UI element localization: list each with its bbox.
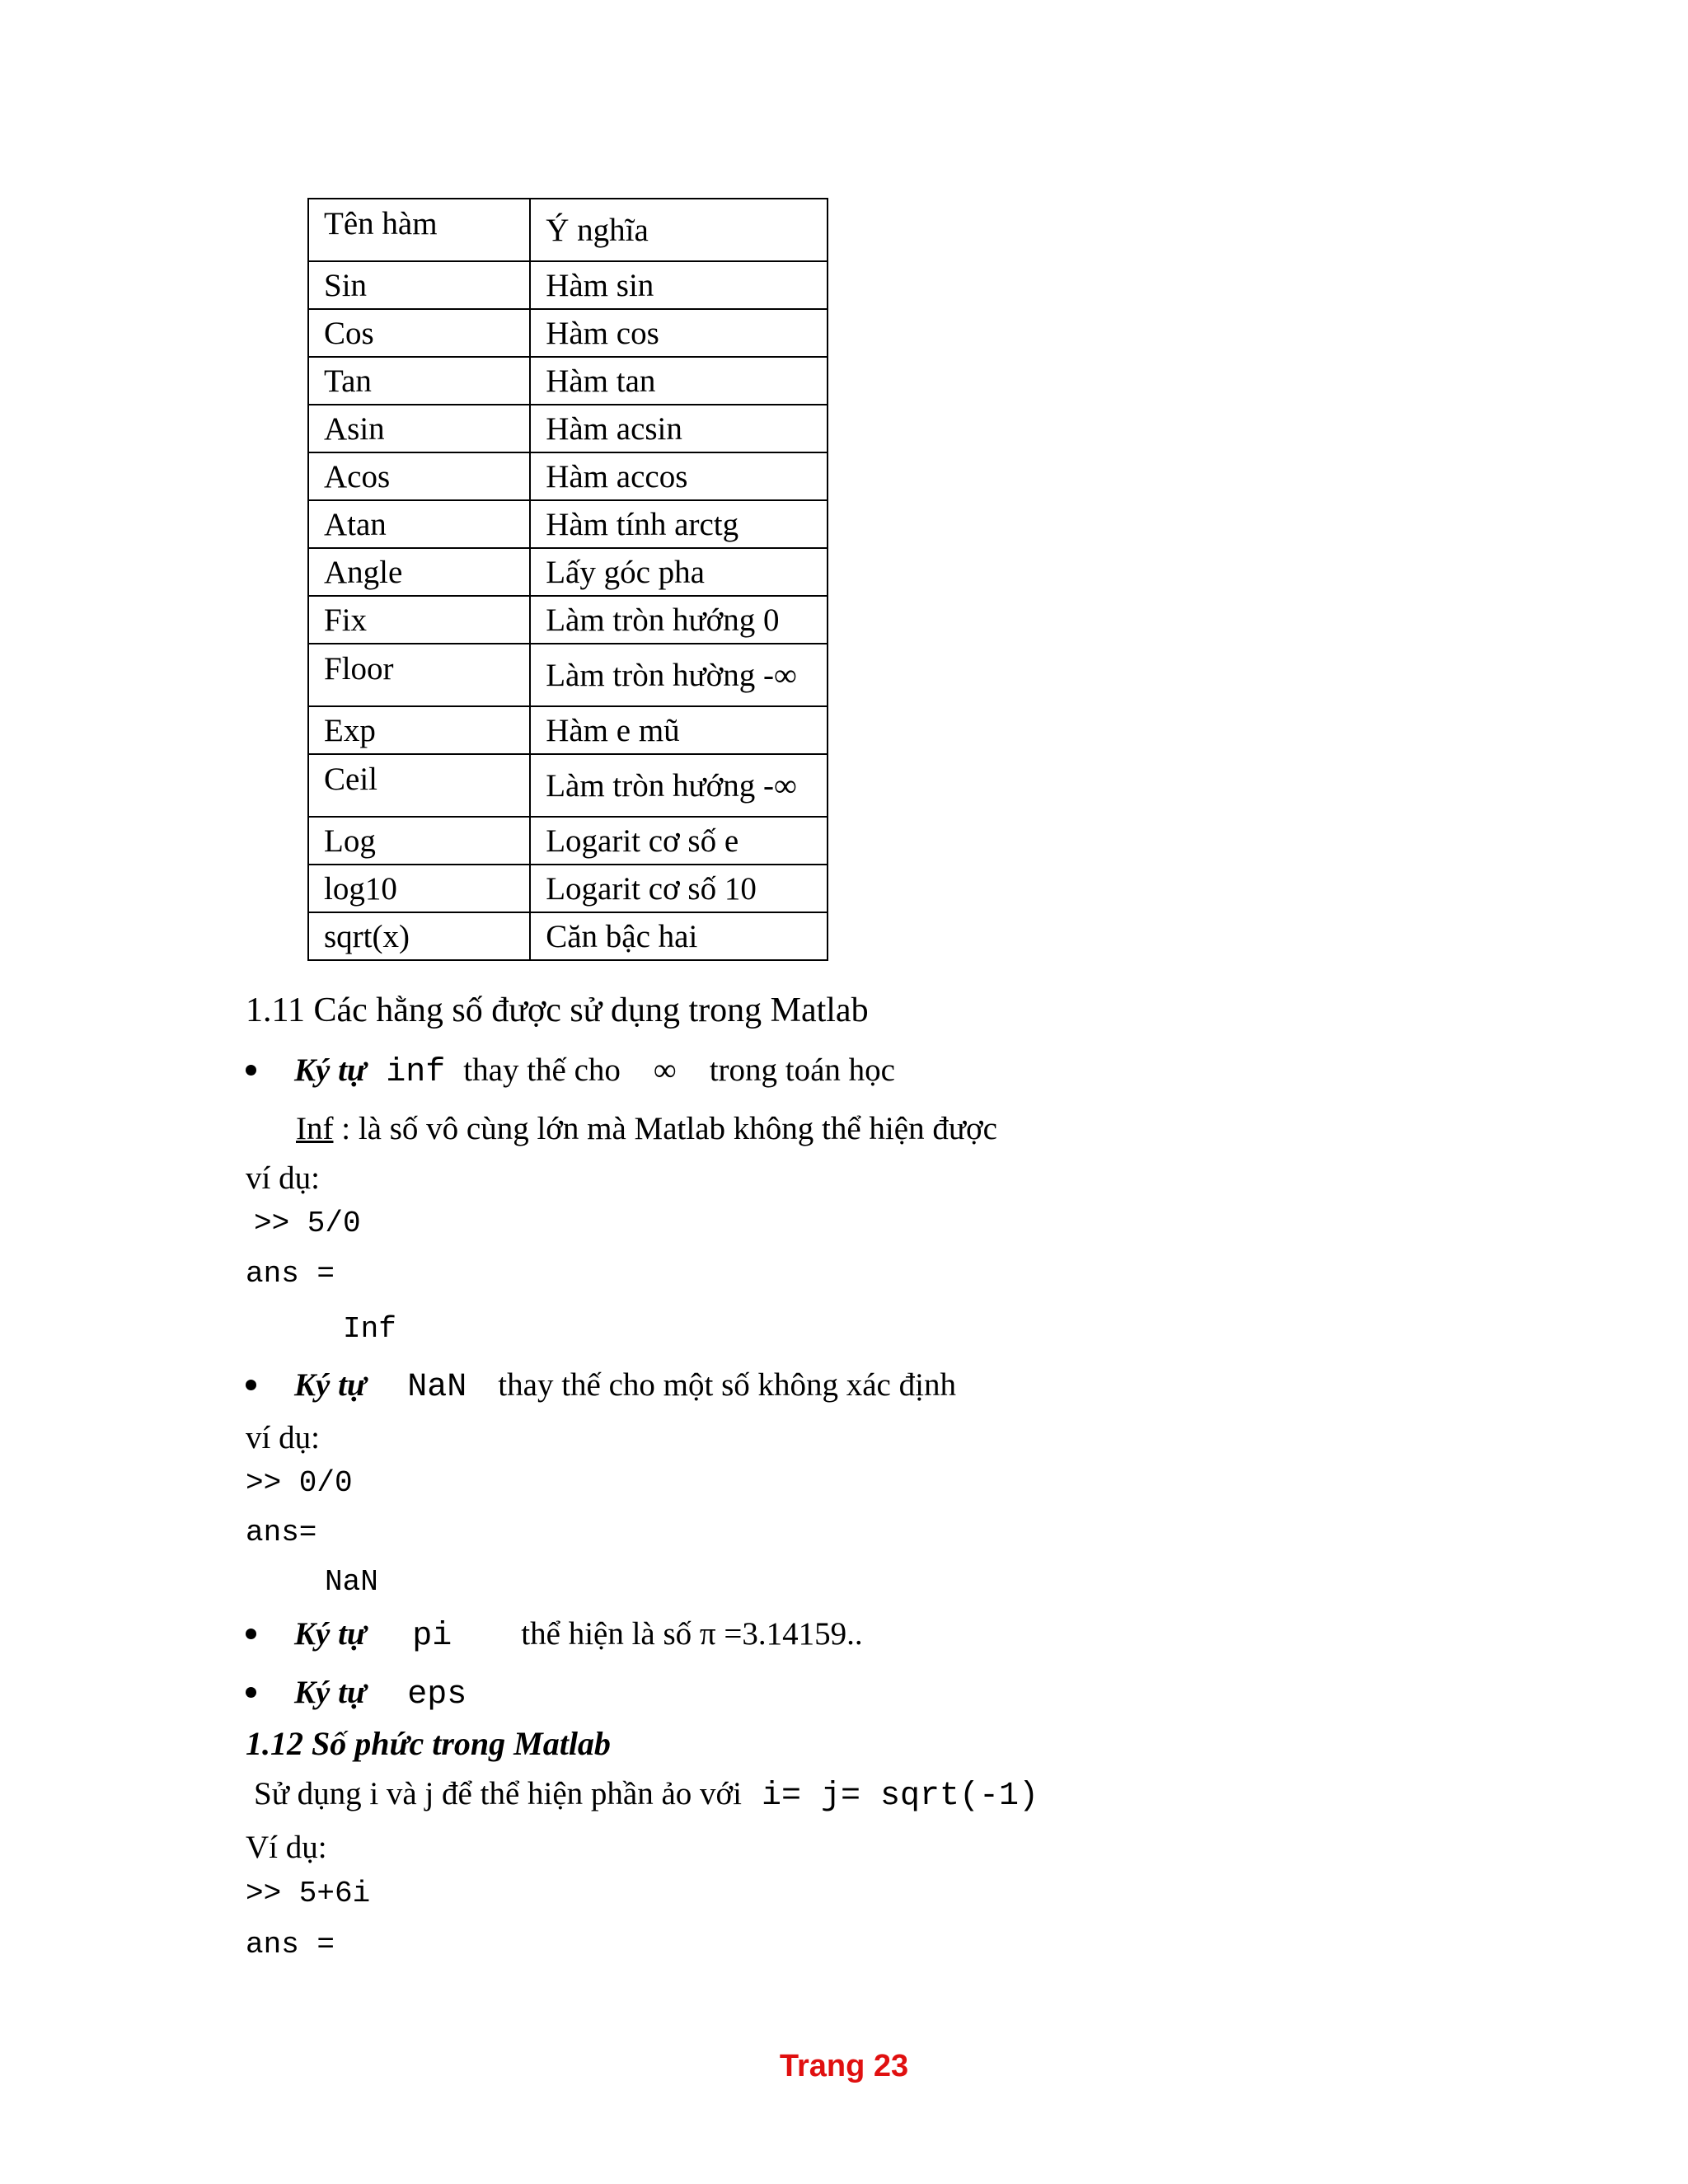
- example-ans-3: ans =: [246, 1928, 335, 1961]
- code-inf: inf: [386, 1054, 446, 1091]
- table-row: [308, 405, 828, 452]
- bullet-inf-text2: trong toán học: [709, 1052, 895, 1088]
- bullet-label: Ký tự: [294, 1675, 367, 1710]
- table-row: [308, 596, 828, 644]
- function-meaning-cell: Hàm acsin: [530, 405, 828, 452]
- complex-desc: [254, 1778, 1039, 1813]
- function-name-cell: Tan: [308, 357, 530, 405]
- table-row: [308, 357, 828, 405]
- table-row: [308, 817, 828, 865]
- bullet-eps: [246, 1676, 467, 1712]
- function-name-cell: log10: [308, 865, 530, 912]
- bullet-label: Ký tự: [294, 1367, 367, 1403]
- table-row: [308, 865, 828, 912]
- function-name-cell: Angle: [308, 548, 530, 596]
- inf-note-text: : là số vô cùng lớn mà Matlab không thể hiện được: [333, 1111, 997, 1146]
- example-result-1: Inf: [343, 1312, 396, 1346]
- example-ans-2: ans=: [246, 1516, 317, 1549]
- function-name-cell: Atan: [308, 500, 530, 548]
- table-header-meaning: Ý nghĩa: [530, 199, 828, 261]
- table-row: [308, 309, 828, 357]
- table-row: [308, 500, 828, 548]
- bullet-pi: [246, 1618, 863, 1653]
- bullet-inf-text1: thay thế cho: [463, 1052, 621, 1088]
- function-meaning-cell: Căn bậc hai: [530, 912, 828, 960]
- bullet-dot: [246, 1629, 256, 1639]
- table-row: [308, 754, 828, 817]
- bullet-label: Ký tự: [294, 1616, 367, 1652]
- bullet-label: Ký tự: [294, 1052, 367, 1088]
- table-row: [308, 644, 828, 706]
- inf-term: Inf: [296, 1111, 334, 1146]
- infinity-symbol: ∞: [653, 1052, 677, 1088]
- function-name-cell: Exp: [308, 706, 530, 754]
- function-name-cell: Cos: [308, 309, 530, 357]
- bullet-pi-text: thể hiện là số π =3.14159..: [521, 1616, 863, 1652]
- table-row: [308, 261, 828, 309]
- section-heading-1-11: 1.11 Các hằng số được sử dụng trong Matlab: [246, 991, 869, 1029]
- code-eps: eps: [407, 1676, 467, 1713]
- code-nan: NaN: [407, 1369, 467, 1406]
- table-header-name: Tên hàm: [308, 199, 530, 261]
- function-meaning-cell: Lấy góc pha: [530, 548, 828, 596]
- bullet-inf: [246, 1054, 895, 1090]
- function-name-cell: sqrt(x): [308, 912, 530, 960]
- example-cmd-1: >> 5/0: [254, 1207, 361, 1240]
- bullet-nan: [246, 1369, 956, 1404]
- function-meaning-cell: Làm tròn hướng 0: [530, 596, 828, 644]
- function-name-cell: Sin: [308, 261, 530, 309]
- function-meaning-cell: Logarit cơ số e: [530, 817, 828, 865]
- function-meaning-cell: Hàm cos: [530, 309, 828, 357]
- inf-note: [296, 1113, 997, 1145]
- function-meaning-cell: Hàm tan: [530, 357, 828, 405]
- complex-desc-code: i= j= sqrt(-1): [762, 1778, 1039, 1815]
- function-name-cell: Log: [308, 817, 530, 865]
- function-table: [307, 198, 828, 961]
- bullet-dot: [246, 1380, 256, 1390]
- table-header-row: [308, 199, 828, 261]
- table-row: [308, 706, 828, 754]
- function-name-cell: Fix: [308, 596, 530, 644]
- table-row: [308, 912, 828, 960]
- example-result-2: NaN: [325, 1565, 378, 1599]
- example-label-2: ví dụ:: [246, 1420, 320, 1455]
- bullet-dot: [246, 1687, 256, 1698]
- function-meaning-cell: Hàm accos: [530, 452, 828, 500]
- code-pi: pi: [412, 1618, 452, 1655]
- example-cmd-3: >> 5+6i: [246, 1877, 371, 1910]
- function-name-cell: Ceil: [308, 754, 530, 817]
- function-name-cell: Asin: [308, 405, 530, 452]
- section-heading-1-12: 1.12 Số phức trong Matlab: [246, 1725, 611, 1762]
- example-label-3: Ví dụ:: [246, 1830, 327, 1865]
- table-row: [308, 548, 828, 596]
- example-cmd-2: >> 0/0: [246, 1466, 353, 1500]
- complex-desc-text: Sử dụng i và j để thể hiện phần ảo với: [254, 1776, 742, 1811]
- function-table-body: [308, 199, 828, 960]
- function-meaning-cell: Hàm sin: [530, 261, 828, 309]
- bullet-nan-text: thay thế cho một số không xác định: [498, 1367, 956, 1403]
- function-name-cell: Acos: [308, 452, 530, 500]
- function-meaning-cell: Làm tròn hướng -∞: [530, 754, 828, 817]
- bullet-dot: [246, 1065, 256, 1076]
- function-meaning-cell: Hàm e mũ: [530, 706, 828, 754]
- function-name-cell: Floor: [308, 644, 530, 706]
- table-row: [308, 452, 828, 500]
- page-number: Trang 23: [779, 2049, 909, 2083]
- function-meaning-cell: Làm tròn hường -∞: [530, 644, 828, 706]
- function-meaning-cell: Logarit cơ số 10: [530, 865, 828, 912]
- function-meaning-cell: Hàm tính arctg: [530, 500, 828, 548]
- example-ans-1: ans =: [246, 1257, 335, 1291]
- example-label-1: ví dụ:: [246, 1160, 320, 1196]
